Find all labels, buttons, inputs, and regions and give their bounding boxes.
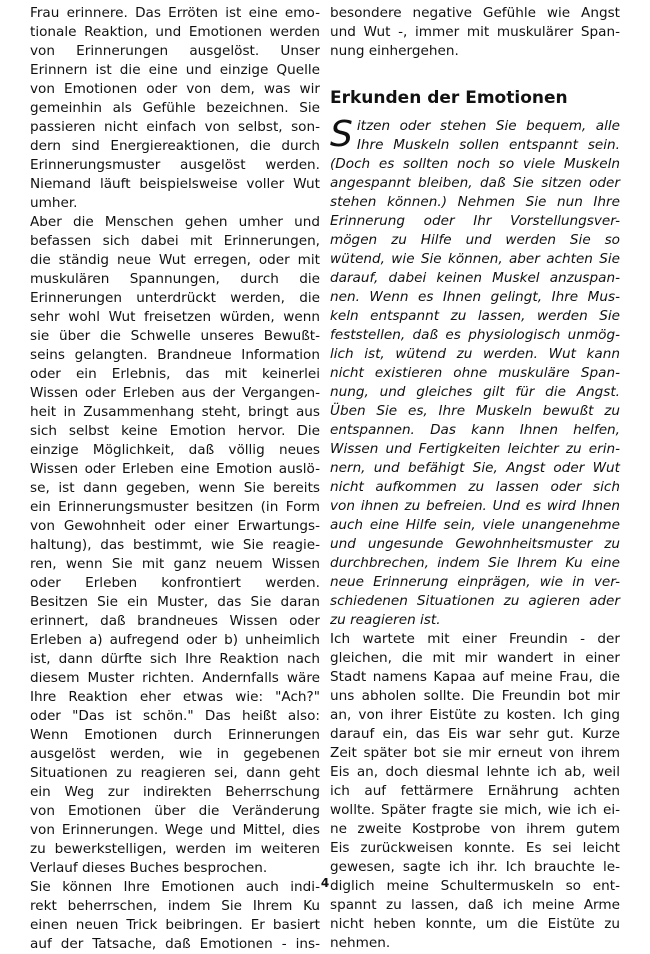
text-line: und ungesunde Gewohnheitsmuster zu <box>330 536 620 552</box>
text-line: diesem Muster richten. Andernfalls wäre <box>30 670 320 686</box>
text-line: ren, wenn Sie mit ganz neuem Wissen <box>30 556 320 572</box>
left-column <box>30 4 320 954</box>
text-line: muskulären Spannungen, durch die <box>30 271 320 287</box>
text-line: Frau erinnere. Das Erröten ist eine emo- <box>30 5 320 21</box>
text-line: an, von ihrer Eistüte zu kosten. Ich ging <box>330 707 620 723</box>
right-column-top-paragraph <box>330 4 620 61</box>
text-line: nung, und gleiches gilt für die Angst. <box>330 384 620 400</box>
text-line: keln entspannt zu lassen, werden Sie <box>330 308 620 324</box>
text-line: sie über die Schwelle unseres Bewußt- <box>30 328 320 344</box>
text-line: nicht existieren ohne muskuläre Span- <box>330 365 620 381</box>
text-line: ein Weg zur indirekten Beherrschung <box>30 784 320 800</box>
text-line: Wissen und Fertigkeiten leichter zu erin- <box>330 441 620 457</box>
text-line: Erleben a) aufregend oder b) unheimlich <box>30 632 320 648</box>
text-line: nicht heben konnte, um die Eistüte zu <box>330 916 620 932</box>
page-number: 4 <box>320 876 330 890</box>
right-column <box>330 4 620 953</box>
text-line: mögen zu Hilfe und werden Sie so <box>330 232 620 248</box>
text-line: diglich meine Schultermuskeln so ent- <box>330 878 620 894</box>
text-line: ausgelöst werden, wie in gegebenen <box>30 746 320 762</box>
text-line: Ihre Reaktion eher etwas wie: "Ach?" <box>30 689 320 705</box>
right-column-bottom-paragraph <box>330 630 620 953</box>
text-line: Situationen zu reagieren sei, dann geht <box>30 765 320 781</box>
text-line: lich ist, wütend zu werden. Wut kann <box>330 346 620 362</box>
text-line: die ständig neue Wut erregen, oder mit <box>30 252 320 268</box>
text-line: seins gelangten. Brandneue Information <box>30 347 320 363</box>
text-line: Zeit später bot sie mir erneut von ihrem <box>330 745 620 761</box>
text-line: von Erinnerungen ausgelöst. Unser <box>30 43 320 59</box>
text-line: spannt zu lassen, daß ich meine Arme <box>330 897 620 913</box>
section-heading: Erkunden der Emotionen <box>330 88 568 108</box>
text-line: nehmen. <box>330 935 391 951</box>
text-line: von ihnen zu befreien. Und es wird Ihnen <box>330 498 620 514</box>
exercise-paragraph <box>330 114 620 630</box>
text-line: Ihre Muskeln sollen entspannt sein. <box>356 137 620 153</box>
text-line: oder ein Erlebnis, das mit keinerlei <box>30 366 320 382</box>
text-line: von Gewohnheit oder einer Erwartungs- <box>30 518 320 534</box>
text-line: zu reagieren ist. <box>330 612 441 628</box>
text-line: gemeinhin als Gefühle bezeichnen. Sie <box>30 100 320 116</box>
text-line: (Doch es sollten noch so viele Muskeln <box>330 156 620 172</box>
text-line: von Erinnerungen. Wege und Mittel, dies <box>30 822 320 838</box>
text-line: Wenn Emotionen durch Erinnerungen <box>30 727 320 743</box>
text-line: Wissen oder Erleben aus der Vergangen- <box>30 385 320 401</box>
dropcap-letter: S <box>330 114 353 155</box>
text-line: passieren nicht einfach von selbst, son- <box>30 119 320 135</box>
text-line: gleichen, die mit mir wandert in einer <box>330 650 620 666</box>
text-line: von Emotionen oder von dem, was wir <box>30 81 320 97</box>
text-line: auf der Tatsache, daß Emotionen - ins- <box>30 936 320 952</box>
text-line: oder Erleben konfrontiert werden. <box>30 575 320 591</box>
text-line: dern sind Energiereaktionen, die durch <box>30 138 320 154</box>
text-line: angespannt bleiben, daß Sie sitzen oder <box>330 175 620 191</box>
text-line: Verlauf dieses Buches besprochen. <box>30 860 268 876</box>
text-line: wütend, wie Sie können, aber achten Sie <box>330 251 620 267</box>
text-line: Erinnerungen unterdrückt werden, die <box>30 290 320 306</box>
text-line: gewesen, sagte ich ihr. Ich brauchte le- <box>330 859 620 875</box>
text-line: oder "Das ist schön." Das heißt also: <box>30 708 320 724</box>
text-line: Üben Sie es, Ihre Muskeln bewußt zu <box>330 403 620 419</box>
text-line: Erinnerungsmuster ausgelöst werden. <box>30 157 320 173</box>
text-line: einen neuen Trick beibringen. Er basiert <box>30 917 320 933</box>
text-line: ist, dann dürfte sich Ihre Reaktion nach <box>30 651 320 667</box>
text-line: rekt beherrschen, indem Sie Ihrem Ku <box>30 898 320 914</box>
text-line: nung einhergehen. <box>330 43 459 59</box>
text-line: wollte. Später fragte sie mich, wie ich ei- <box>330 802 620 818</box>
text-line: darauf, dabei keinen Muskel anzuspan- <box>330 270 620 286</box>
exercise-lines <box>330 114 620 630</box>
text-line: heit in Zusammenhang steht, bringt aus <box>30 404 320 420</box>
text-line: Aber die Menschen gehen umher und <box>30 214 320 230</box>
text-line: Wissen oder Erleben eine Emotion auslö- <box>30 461 320 477</box>
text-line: schiedenen Situationen zu agieren ader <box>330 593 620 609</box>
text-line: befassen sich dabei mit Erinnerungen, <box>30 233 320 249</box>
text-line: einzige Möglichkeit, daß völlig neues <box>30 442 320 458</box>
text-line: nern, und befähigt Sie, Angst oder Wut <box>330 460 620 476</box>
text-line: feststellen, daß es physiologisch unmög- <box>330 327 620 343</box>
text-line: stehen können.) Nehmen Sie nun Ihre <box>330 194 620 210</box>
text-line: neue Erinnerung einprägen, wie in ver- <box>330 574 620 590</box>
text-line: nen. Wenn es Ihnen gelingt, Ihre Mus- <box>330 289 620 305</box>
text-line: ne zweite Kostprobe von ihrem gutem <box>330 821 620 837</box>
text-line: besondere negative Gefühle wie Angst <box>330 5 620 21</box>
text-line: Niemand läuft beispielsweise voller Wut <box>30 176 320 192</box>
text-line: Besitzen Sie ein Muster, das Sie daran <box>30 594 320 610</box>
text-line: Erinnern ist die eine und einzige Quelle <box>30 62 320 78</box>
text-line: von Emotionen über die Veränderung <box>30 803 320 819</box>
text-line: tionale Reaktion, und Emotionen werden <box>30 24 320 40</box>
text-line: se, ist dann gegeben, wenn Sie bereits <box>30 480 320 496</box>
text-line: itzen oder stehen Sie bequem, alle <box>356 118 620 134</box>
text-line: sich selbst keine Emotion hervor. Die <box>30 423 320 439</box>
text-line: Stadt namens Kapaa auf meine Frau, die <box>330 669 620 685</box>
text-line: uns abholen sollte. Die Freundin bot mir <box>330 688 620 704</box>
text-line: Sie können Ihre Emotionen auch indi- <box>30 879 320 895</box>
text-line: Ich wartete mit einer Freundin - der <box>330 631 620 647</box>
text-line: und Wut -, immer mit muskulärer Span- <box>330 24 620 40</box>
text-line: darauf ein, das Eis war sehr gut. Kurze <box>330 726 620 742</box>
text-line: auch eine Hilfe sein, viele unangenehme <box>330 517 620 533</box>
text-line: entspannen. Das kann Ihnen helfen, <box>330 422 620 438</box>
text-line: erinnert, daß brandneues Wissen oder <box>30 613 320 629</box>
text-line: nicht aufkommen zu lassen oder sich <box>330 479 620 495</box>
text-line: haltung), das bestimmt, wie Sie reagie- <box>30 537 320 553</box>
text-line: ich auf fettärmere Ernährung achten <box>330 783 620 799</box>
text-line: umher. <box>30 195 78 211</box>
text-line: zu bewerkstelligen, werden im weiteren <box>30 841 320 857</box>
text-line: Eis zurückweisen konnte. Es sei leicht <box>330 840 620 856</box>
text-line: Eis an, doch diesmal lehnte ich ab, weil <box>330 764 620 780</box>
text-line: durchbrechen, indem Sie Ihrem Ku eine <box>330 555 620 571</box>
text-line: ein Erinnerungsmuster besitzen (in Form <box>30 499 320 515</box>
text-line: Erinnerung oder Ihr Vorstellungsver- <box>330 213 620 229</box>
text-line: sehr wohl Wut freisetzen würden, wenn <box>30 309 320 325</box>
